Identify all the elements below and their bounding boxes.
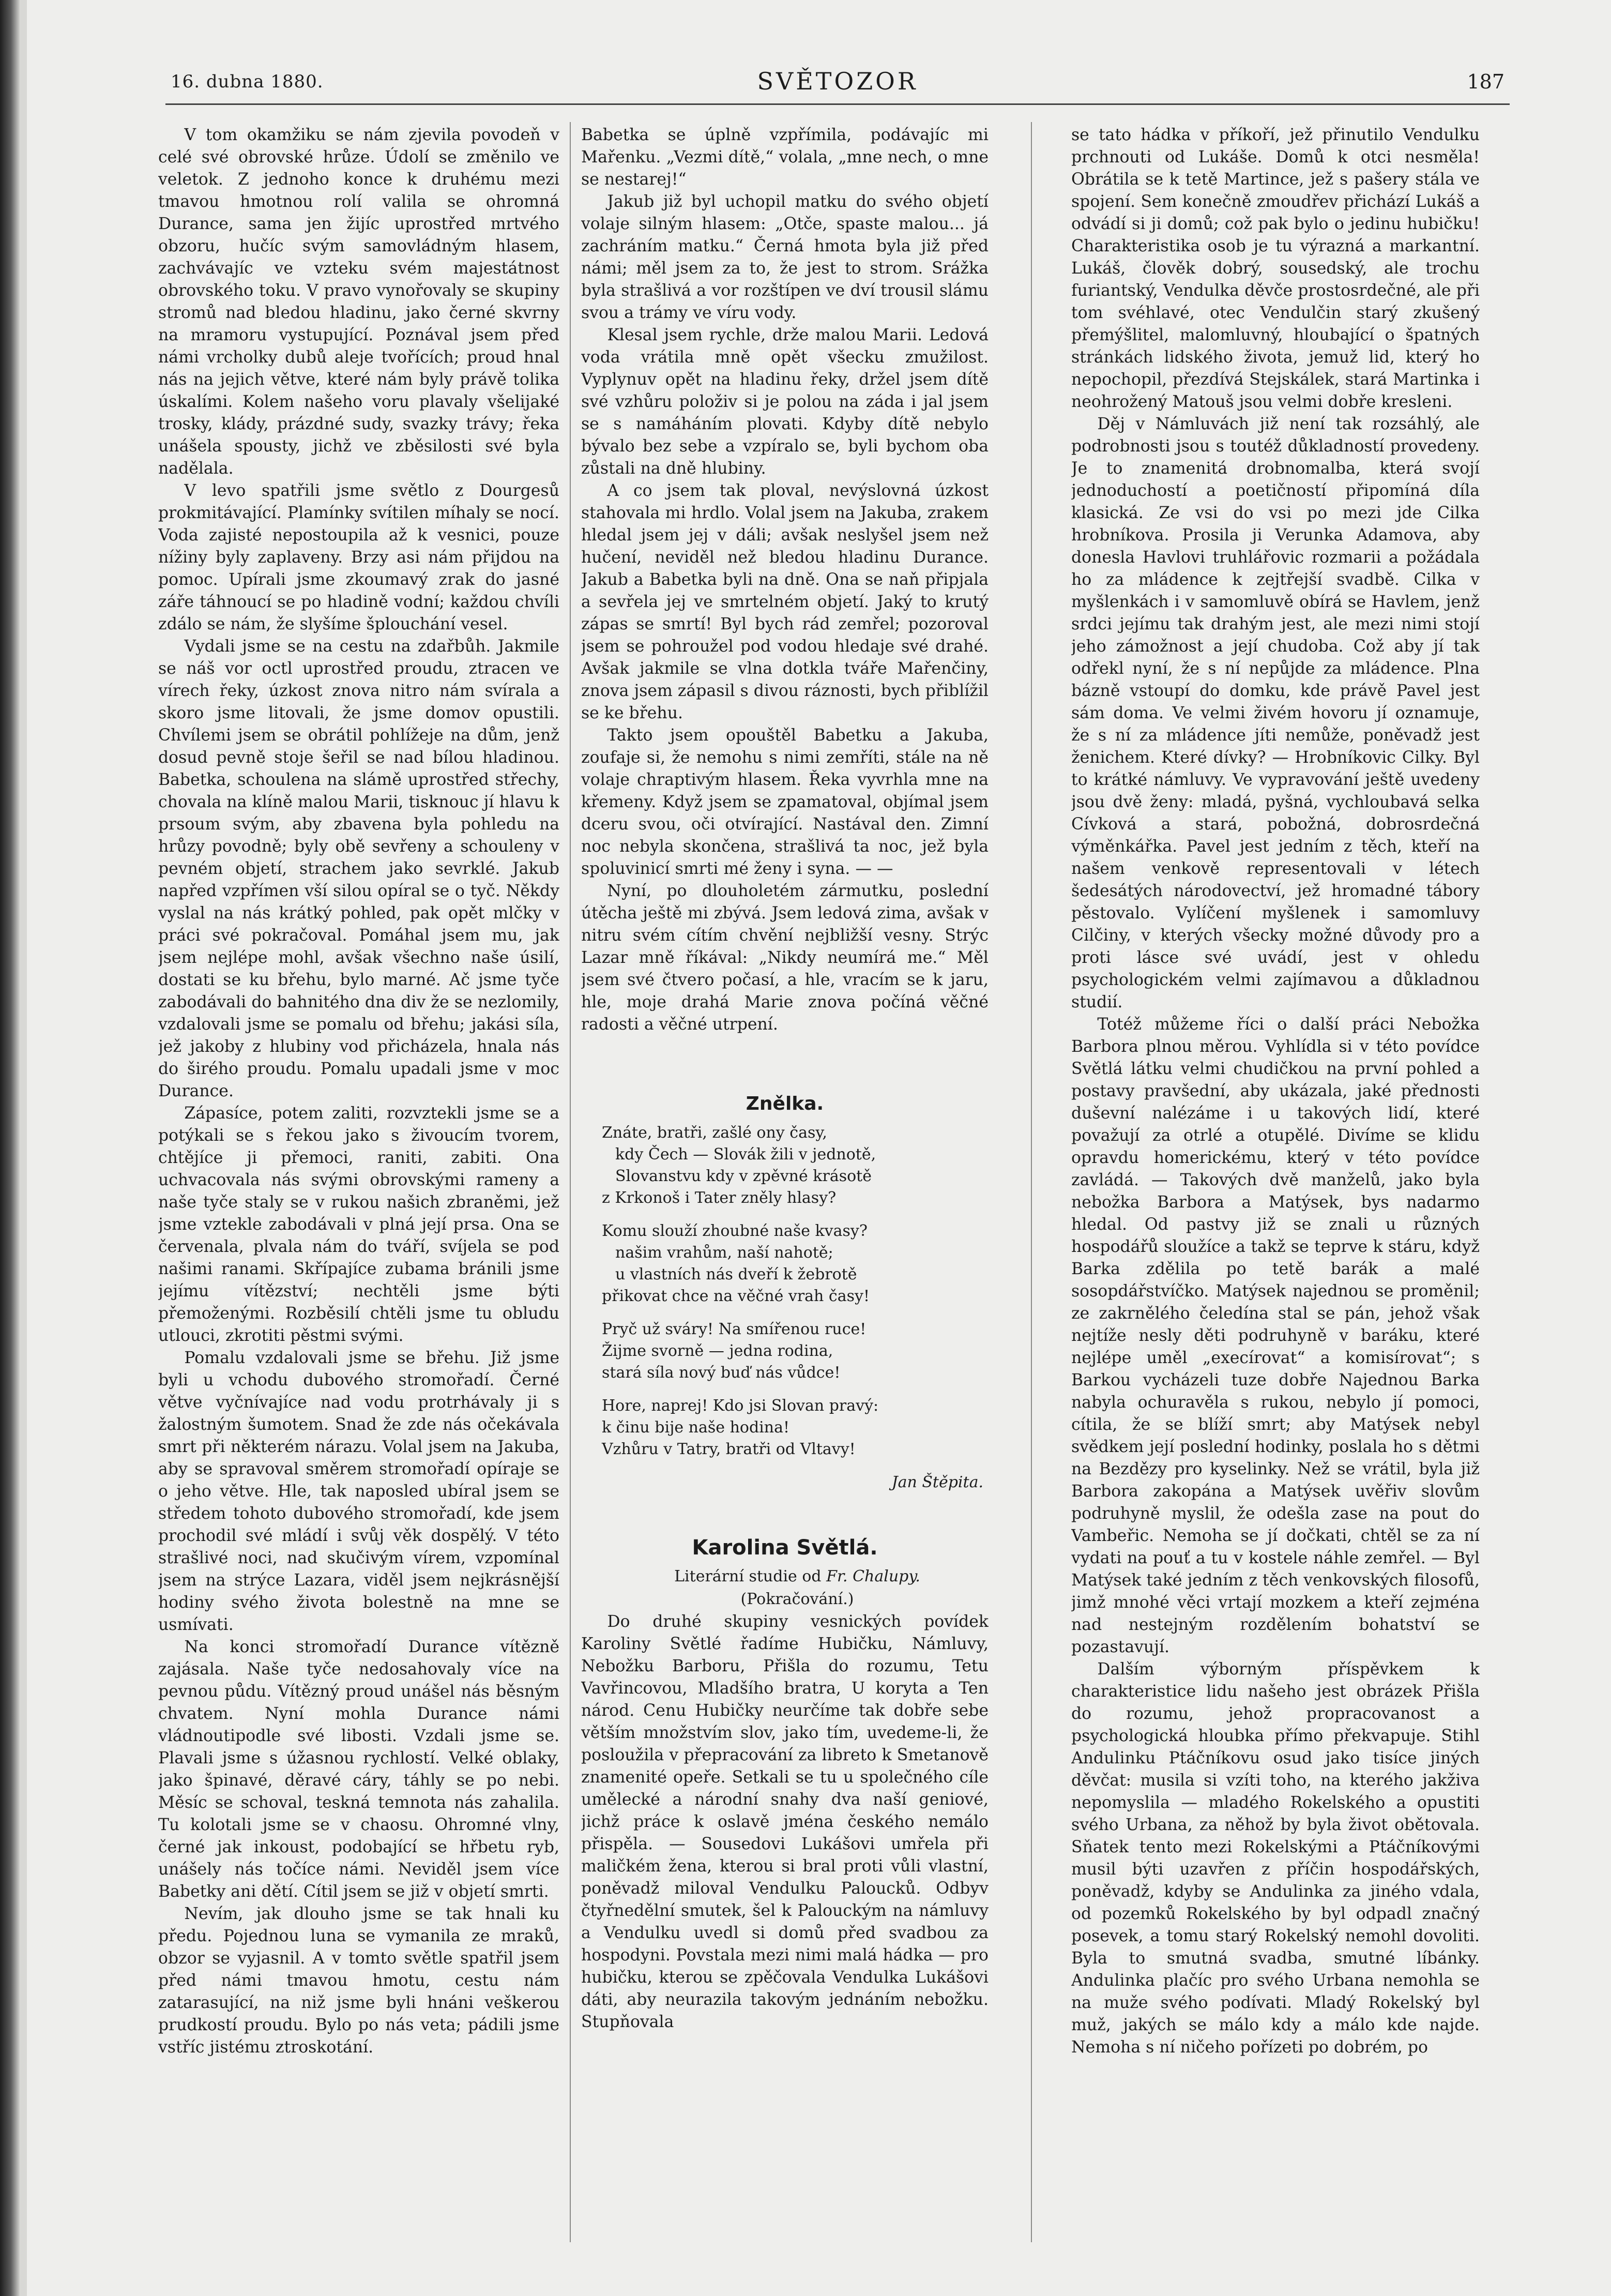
paragraph: Na konci stromořadí Durance vítězně zajásala. Naše tyče nedosahovaly více na pevnou půdu. Vítězný proud unášel nás běsným chvatem. Nyní mohla Durance námi vládnoutipodle své libosti. Vzdali jsme se. Plavali jsme s úžasnou rychlostí. Velké oblaky, jako špinavé, děravé cáry, táhly se po nebi. Měsíc se schoval, teskná temnota nás zahalila. Tu kolotali jsme se v chaosu. Ohromné vlny, černé jak inkoust, podobající se hřbetu ryb, unášely nás točíce námi. Neviděl jsem více Babetky ani dětí. Cítil jsem se již v objetí smrti. xyxy=(158,1638,559,1901)
poem-author: Jan Štěpita. xyxy=(891,1473,983,1491)
paragraph: Totéž můžeme říci o další práci Nebožka Barbora plnou měrou. Vyhlídla si v této povídce Světlá látku velmi chudičkou na první pohled a postavy pravšední, aby ukázala, jaké přednosti duševní nalézáme i u takových lidí, které považují za otrlé a otupělé. Divíme se klidu opravdu homerickému, který v této povídce zavládá. — Takových dvě manželů, jako byla nebožka Barbora a Matýsek, bys nadarmo hledal. Od pastvy již se znali u různých hospodářů sloužíce a takž se teprve k stáru, když Barka zdělila po tetě barák a malé sosopdářstvíčko. Matýsek najednou se proměnil; ze zakrnělého čeledína stal se pán, jehož však nejtíže nesly děti podruhyně v baráku, které nejlépe uměl „execírovat“ a komisírovat“; s Barkou vycházeli tuze dobře Najednou Barka nabyla ochuravěla s rukou, nebylo jí pomoci, cítila, že se blíží smrt; aby Matýsek nebyl svědkem její poslední hodinky, poslala ho s dětmi na Bezdězy pro kyselinky. Než se vrátil, byla již Barbora zakopána a Matýsek uvěřiv slovům podruhyně myslil, že odešla zase na pout do Vambeřic. Nemoha se jí dočkati, chtěl se za ní vydati na pouť a tu v kostele náhle zemřel. — Byl Matýsek také jedním z těch venkovských filosofů, jimž mnohé věci vrtají mozkem a kteří zejména nad nestejným rozdělením bohatství se pozastavují. xyxy=(1071,1015,1480,1656)
page-header xyxy=(171,66,1504,102)
poem-stanza xyxy=(602,1395,989,1460)
poem-stanza xyxy=(602,1220,989,1307)
column-divider-1 xyxy=(570,122,571,2242)
poem-line: Slovanstvu kdy v zpěvné krásotě xyxy=(615,1167,872,1185)
article-title: Karolina Světlá. xyxy=(692,1536,878,1560)
continuation-note: (Pokračování.) xyxy=(740,1590,854,1608)
article-subtitle xyxy=(581,1565,989,1588)
poem-line: z Krkonoš i Tater zněly hlasy? xyxy=(602,1189,837,1207)
paragraph: Nyní, po dlouholetém zármutku, poslední útěcha ještě mi zbývá. Jsem ledová zima, avšak v nitru svém cítím chvění nejbližší vesny. Strýc Lazar mně říkával: „Nikdy neumírá me.“ Měl jsem své čtvero počasí, a hle, vracím se k jaru, hle, moje drahá Marie znova počíná věčné radosti a věčné utrpení. xyxy=(581,882,989,1034)
poem xyxy=(602,1122,989,1493)
column-1 xyxy=(158,124,559,2234)
paragraph: Dalším výborným příspěvkem k charakteristice lidu našeho jest obrázek Přišla do rozumu, jehož propracovanost a psychologická hloubka přímo překvapuje. Stihl Andulinku Ptáčníkovu osud jako tisíce jiných děvčat: musila si vzíti toho, na kterého jakživa nepomyslila — mladého Rokelského a opustiti svého Urbana, za něhož by byla život obětovala. Sňatek tento mezi Rokelskými a Ptáčníkovými musil býti uzavřen z příčin hospodářských, poněvadž, kdyby se Andulinka za jiného vdala, od pozemků Rokelského by byl odpadl značný posevek, a tomu starý Rokelský nemohl dovoliti. Byla to smutná svadba, smutné líbánky. Andulinka plačíc pro svého Urbana nemohla se na muže svého podívati. Mladý Rokelský byl muž, jakých se málo kdy a málo kde najde. Nemoha s ní ničeho pořízeti po dobrém, po xyxy=(1071,1660,1480,2057)
poem-line: Vzhůru v Tatry, bratři od Vltavy! xyxy=(602,1440,856,1458)
journal-title: SVĚTOZOR xyxy=(757,67,918,95)
poem-line: Znáte, bratři, zašlé ony časy, xyxy=(602,1124,827,1142)
paragraph: se tato hádka v příkoří, jež přinutilo Vendulku prchnouti od Lukáše. Domů k otci nesměla! Obrátila se k tetě Martince, jež s pašery stála ve spojení. Sem konečně zmoudřev přichází Lukáš a odvádí si ji domů; což pak bylo o jedinu hubičku! Charakteristika osob je tu výrazná a markantní. Lukáš, člověk dobrý, sousedský, ale trochu furiantský, Vendulka děvče prostosrdečné, ale při tom svéhlavé, otec Vendulčin starý zkušený přemýšlitel, malomluvný, hloubající o špatných stránkách lidského života, jemuž lid, který ho nepochopil, přezdívá Stejskálek, stará Martinka i neohrožený Matouš jsou velmi dobře kresleni. xyxy=(1071,126,1480,411)
poem-line: našim vrahům, naší nahotě; xyxy=(615,1244,833,1262)
paragraph: V levo spatřili jsme světlo z Dourgesů prokmitávající. Plamínky svítilen míhaly se nocí. Voda zajisté nepostoupila až k vesnici, pouze nížiny byly zaplaveny. Brzy asi nám přijdou na pomoc. Upírali jsme zkoumavý zrak do jasné záře táhnoucí se po hladině vodní; každou chvíli zdálo se nám, že slyšíme šplouchání vesel. xyxy=(158,481,559,633)
paragraph: Pomalu vzdalovali jsme se břehu. Již jsme byli u vchodu dubového stromořadí. Černé větve vyčnívajíce nad vodu protrhávaly ji s žalostným šumotem. Snad že zde nás očekávala smrt při některém nárazu. Volal jsem na Jakuba, aby se spravoval směrem stromořadí opíraje se o jeho větve. Hle, tak naposled ubíral jsem se středem tohoto dubového stromořadí, kde jsem prochodil své mládí i svůj věk dospělý. V této strašlivé noci, nad skučivým vírem, vzpomínal jsem na strýce Lazara, viděl jsem nejkrásnější hodiny svého života bolestně na mne se usmívati. xyxy=(158,1349,559,1634)
poem-line: u vlastních nás dveří k žebrotě xyxy=(615,1265,857,1283)
paragraph: A co jsem tak ploval, nevýslovná úzkost stahovala mi hrdlo. Volal jsem na Jakuba, zrakem hledal jsem jej v dáli; avšak neslyšel jsem než hučení, neviděl než bledou hladinu Durance. Jakub a Babetka byli na dně. Ona se naň připjala a sevřela jej ve smrtelném objetí. Jaký to krutý zápas se smrtí! Byl bych rád zemřel; pozoroval jsem se pohroužel pod vodou hledaje své drahé. Avšak jakmile se vlna dotkla tváře Mařenčiny, znova jsem zápasil s divou ráznosti, bych přiblížil se ke břehu. xyxy=(581,481,989,722)
poem-line: Hore, naprej! Kdo jsi Slovan pravý: xyxy=(602,1397,879,1415)
paragraph: Jakub již byl uchopil matku do svého objetí volaje silným hlasem: „Otče, spaste malou... já zachráním matku.“ Černá hmota byla již před námi; měl jsem za to, že jest to strom. Srážka byla strašlivá a vor rozštípen ve dví trousil slámu svou a trámy ve víru vody. xyxy=(581,192,989,322)
header-rule xyxy=(165,103,1510,105)
poem-line: stará síla nový buď nás vůdce! xyxy=(602,1364,841,1382)
paragraph: Takto jsem opouštěl Babetku a Jakuba, zoufaje si, že nemohu s nimi zemříti, stále na ně volaje chraptivým hlasem. Řeka vyvrhla mne na křemeny. Když jsem se zpamatoval, objímal jsem dceru svou, oči otvírající. Nastával den. Zimní noc nebyla skončena, strašlivá ta noc, jež byla spoluvinicí smrti mé ženy i syna. — — xyxy=(581,726,989,878)
paragraph: Vydali jsme se na cestu na zdařbůh. Jakmile se náš vor octl uprostřed proudu, ztracen ve vírech řeky, úzkost znova nitro nám svírala a skoro jsme litovali, že jsme domov opustili. Chvílemi jsem se obrátil pohlížeje na dům, jenž dosud pevně stoje šeřil se nad bílou hladinou. Babetka, schoulena na slámě uprostřed střechy, chovala na klíně malou Marii, tisknouc jí hlavu k prsoum svým, aby zbavena byla pohledu na hrůzy povodně; byly obě sevřeny a schouleny v pevném objetí, strachem jako sevrklé. Jakub napřed vzpřímen vší silou opíral se o tyč. Někdy vyslal na nás krátký pohled, pak opět mlčky v práci své pokračoval. Pomáhal jsem mu, jak jsem nejlépe mohl, avšak všechno naše úsilí, dostati se ku břehu, bylo marné. Ač jsme tyče zabodávali do bahnitého dna div že se nezlomily, vzdalovali jsme se pomalu od břehu; jakási síla, jež jakoby z hlubiny vod přicházela, hnala nás do širého proudu. Pomalu upadali jsme v moc Durance. xyxy=(158,637,559,1100)
poem-stanza xyxy=(602,1122,989,1209)
column-2 xyxy=(581,124,989,2234)
poem-line: Pryč už sváry! Na smířenou ruce! xyxy=(602,1320,867,1338)
subtitle-prefix: Literární studie od xyxy=(674,1567,822,1585)
paragraph: Děj v Námluvách již není tak rozsáhlý, ale podrobnosti jsou s toutéž důkladností provedeny. Je to znamenitá drobnomalba, která svojí jednoduchostí a poetičností připomíná díla klasická. Ze vsi do vsi po mezi jde Cilka hrobníkova. Prosila ji Verunka Adamova, aby donesla Havlovi truhlářovic rozmarii a požádala ho za mládence k zejtřejší svadbě. Cilka v myšlenkách i v samomluvě obírá se Havlem, jenž srdci jejímu tak drahým jest, ale mezi nimi stojí jeho zámožnost a její chudoba. Což aby jí tak odřekl nyní, že s ní nepůjde za mládence. Plna bázně vstoupí do domku, kde právě Pavel jest sám doma. Ve velmi živém hovoru jí oznamuje, že s ní za mládence jíti nemůže, poněvadž jest ženichem. Které dívky? — Hrobníkovic Cilky. Byl to krátké námluvy. Ve vypravování ještě uvedeny jsou dvě ženy: mladá, pyšná, vychloubavá selka Cívková a stará, pobožná, dobrosrdečná výměnkářka. Pavel jest jedním z těch, kteří na našem venkově representovali v létech šedesátých národovectví, jež hromadné tábory pěstovalo. Vylíčení myšlenek i samomluvy Cilčiny, v kterých všecky možné důvody pro a proti lásce své uvádí, jest v ohledu psychologickém velmi zajímavou a důkladnou studií. xyxy=(1071,415,1480,1011)
poem-line: Žijme svorně — jedna rodina, xyxy=(602,1342,833,1360)
poem-title: Znělka. xyxy=(746,1093,824,1114)
paragraph: Klesal jsem rychle, drže malou Marii. Ledová voda vrátila mně opět všecku zmužilost. Vyplynuv opět na hladinu řeky, držel jsem dítě své vzhůru položiv si je polou na záda i jal jsem se s namáháním plovati. Kdyby dítě nebylo bývalo bez sebe a vzpíralo se, byli bychom oba zůstali na dně hlubiny. xyxy=(581,326,989,478)
paragraph: Zápasíce, potem zaliti, rozvztekli jsme se a potýkali se s řekou jako s živoucím tvorem, chtějíce ji přemoci, raniti, zabiti. Ona uchvacovala nás svými obrovskými rameny a naše tyče staly se v rukou našich zbraněmi, jež jsme vztekle zabodávali v plná její prsa. Ona se červenala, plvala nám do tváří, svíjela se pod našimi ranami. Skřípajíce zubama bránili jsme jejímu vítězství; nechtěli jsme býti přemoženými. Rozběsilí chtěli jsme tu obludu utlouci, zkrotiti pěstmi svými. xyxy=(158,1104,559,1345)
paragraph: Nevím, jak dlouho jsme se tak hnali ku předu. Pojednou luna se vymanila ze mraků, obzor se vyjasnil. A v tomto světle spatřil jsem před námi tmavou hmotu, cestu nám zatarasující, na niž jsme byli hnáni veškerou prudkostí proudu. Bylo po nás veta; pádili jsme vstříc jistému ztroskotání. xyxy=(158,1905,559,2057)
page-number: 187 xyxy=(1467,70,1504,93)
issue-date: 16. dubna 1880. xyxy=(171,71,324,92)
book-binding-shadow xyxy=(0,0,20,2296)
subtitle-author: Fr. Chalupy. xyxy=(826,1567,920,1585)
poem-line: přikovat chce na věčné vrah časy! xyxy=(602,1287,870,1305)
poem-line: Komu slouží zhoubné naše kvasy? xyxy=(602,1222,868,1240)
poem-line: k činu bije naše hodina! xyxy=(602,1418,790,1437)
poem-stanza xyxy=(602,1319,989,1384)
column-divider-2 xyxy=(1031,122,1032,2242)
paragraph: Babetka se úplně vzpřímila, podávajíc mi Mařenku. „Vezmi dítě,“ volala, „mne nech, o mne se nestarej!“ xyxy=(581,126,989,189)
page-edge xyxy=(20,0,27,2296)
poem-line: kdy Čech — Slovák žili v jednotě, xyxy=(615,1145,876,1164)
column-3 xyxy=(1071,124,1480,2234)
paragraph: V tom okamžiku se nám zjevila povodeň v celé své obrovské hrůze. Údolí se změnilo ve veletok. Z jednoho konce k druhému mezi tmavou hmotnou rolí valila se ohromná Durance, sama jen žijíc uprostřed mrtvého obzoru, hučíc svým samovládným hlasem, zachvávajíc ve vzteku svém majestátnost obrovského toku. V pravo vynořovaly se skupiny stromů nad bledou hladinu, jako černé skvrny na mramoru vystupující. Poznával jsem před námi vrcholky dubů aleje tvořících; proud hnal nás na jejich větve, které nám byly právě tolika úskalími. Kolem našeho voru plavaly všelijaké trosky, klády, prázdné sudy, svazky trávy; řeka unášela spousty, jichž ve zběsilosti své byla nadělala. xyxy=(158,126,559,478)
paragraph: Do druhé skupiny vesnických povídek Karoliny Světlé řadíme Hubičku, Námluvy, Nebožku Barboru, Přišla do rozumu, Tetu Vavřincovou, Mladšího bratra, U koryta a Ten národ. Cenu Hubičky neurčíme tak dobře sebe větším množstvím slov, jako tím, uvedeme-li, že posloužila v přepracování za libreto k Smetanově znamenité opeře. Setkali se tu u společného cíle umělecké a národní snahy dva naší geniové, jichž práce k oslavě jména českého nemálo přispěla. — Sousedovi Lukášovi umřela při maličkém žena, kterou si bral proti vůli vlastní, poněvadž miloval Vendulku Paloucků. Odbyv čtyřnedělní smutek, šel k Palouckým na námluvy a Vendulku uvedl si domů před svadbou za hospodyni. Povstala mezi nimi malá hádka — pro hubičku, kterou se zpěčovala Vendulka Lukášovi dáti, aby neurazila takovým jednáním nebožku. Stupňovala xyxy=(581,1612,989,2031)
